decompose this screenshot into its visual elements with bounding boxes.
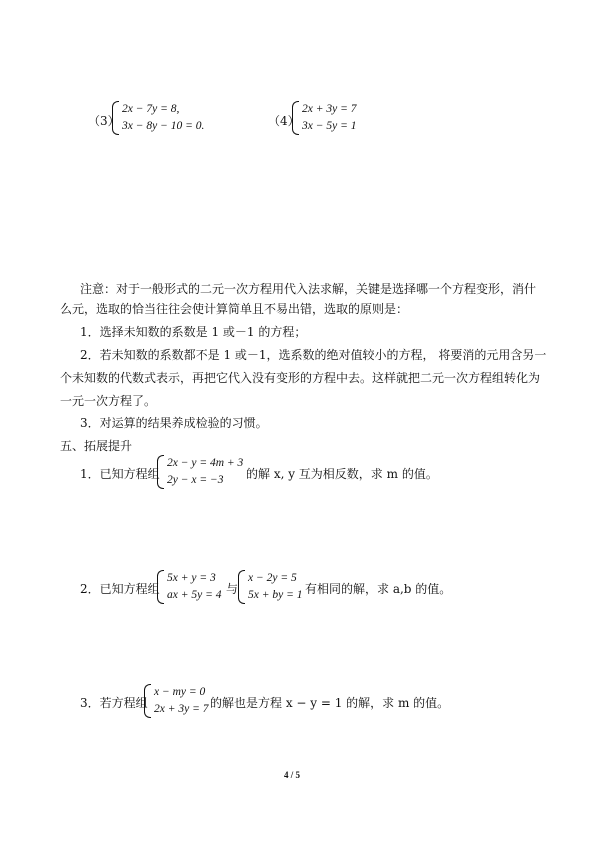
ext2-system-b [238,570,302,604]
equation: 5x + y = 3 [167,572,216,584]
brace-icon [157,570,164,604]
ext2-system-a [157,570,221,604]
problem-4-label: （4） [268,114,300,128]
ext3-prefix: 3．若方程组 [80,696,148,710]
equation: 3x − 5y = 1 [302,120,357,132]
note-item: 个未知数的代数式表示，再把它代入没有变形的方程中去。这样就把二元一次方程组转化为 [60,371,541,385]
brace-icon [292,101,299,135]
brace-icon [157,455,164,489]
equation: 2y − x = −3 [167,474,224,486]
equation: 2x + 3y = 7 [154,703,209,715]
equation: 5x + by = 1 [248,589,303,601]
problem-3-label: （3） [88,114,120,128]
equation: x − 2y = 5 [248,572,297,584]
section-title: 五、拓展提升 [60,439,133,453]
brace-icon [238,570,245,604]
ext2-suffix: 有相同的解，求 a,b 的值。 [305,582,452,596]
equation: 2x + 3y = 7 [302,103,357,115]
brace-icon [112,101,119,135]
page-number: 4 / 5 [284,770,301,780]
ext2-prefix: 2．已知方程组 [80,582,160,596]
ext1-system [157,455,243,489]
ext1-suffix: 的解 x, y 互为相反数，求 m 的值。 [246,467,438,481]
brace-icon [144,684,151,718]
ext1-prefix: 1．已知方程组 [80,467,160,481]
problem-3-system [112,101,204,135]
note-item: 3．对运算的结果养成检验的习惯。 [80,416,268,430]
note-item: 2．若未知数的系数都不是 1 或－1，选系数的绝对值较小的方程， 将要消的元用含另一 [80,348,547,362]
equation: x − my = 0 [154,686,206,698]
note-line: 么元，选取的恰当往往会使计算简单且不易出错，选取的原则是： [60,302,409,316]
note-line: 注意：对于一般形式的二元一次方程用代入法求解，关键是选择哪一个方程变形，消什 [80,282,537,296]
note-item: 1．选择未知数的系数是 1 或－1 的方程； [80,325,307,339]
note-item: 一元一次方程了。 [60,394,157,408]
ext3-system [144,684,208,718]
ext3-suffix: 的解也是方程 x − y = 1 的解，求 m 的值。 [210,696,450,710]
problem-4-system [292,101,356,135]
equation: 2x − y = 4m + 3 [167,457,244,469]
ext2-mid: 与 [226,582,239,596]
equation: 3x − 8y − 10 = 0. [122,120,205,132]
equation: ax + 5y = 4 [167,589,222,601]
equation: 2x − 7y = 8, [122,103,180,115]
